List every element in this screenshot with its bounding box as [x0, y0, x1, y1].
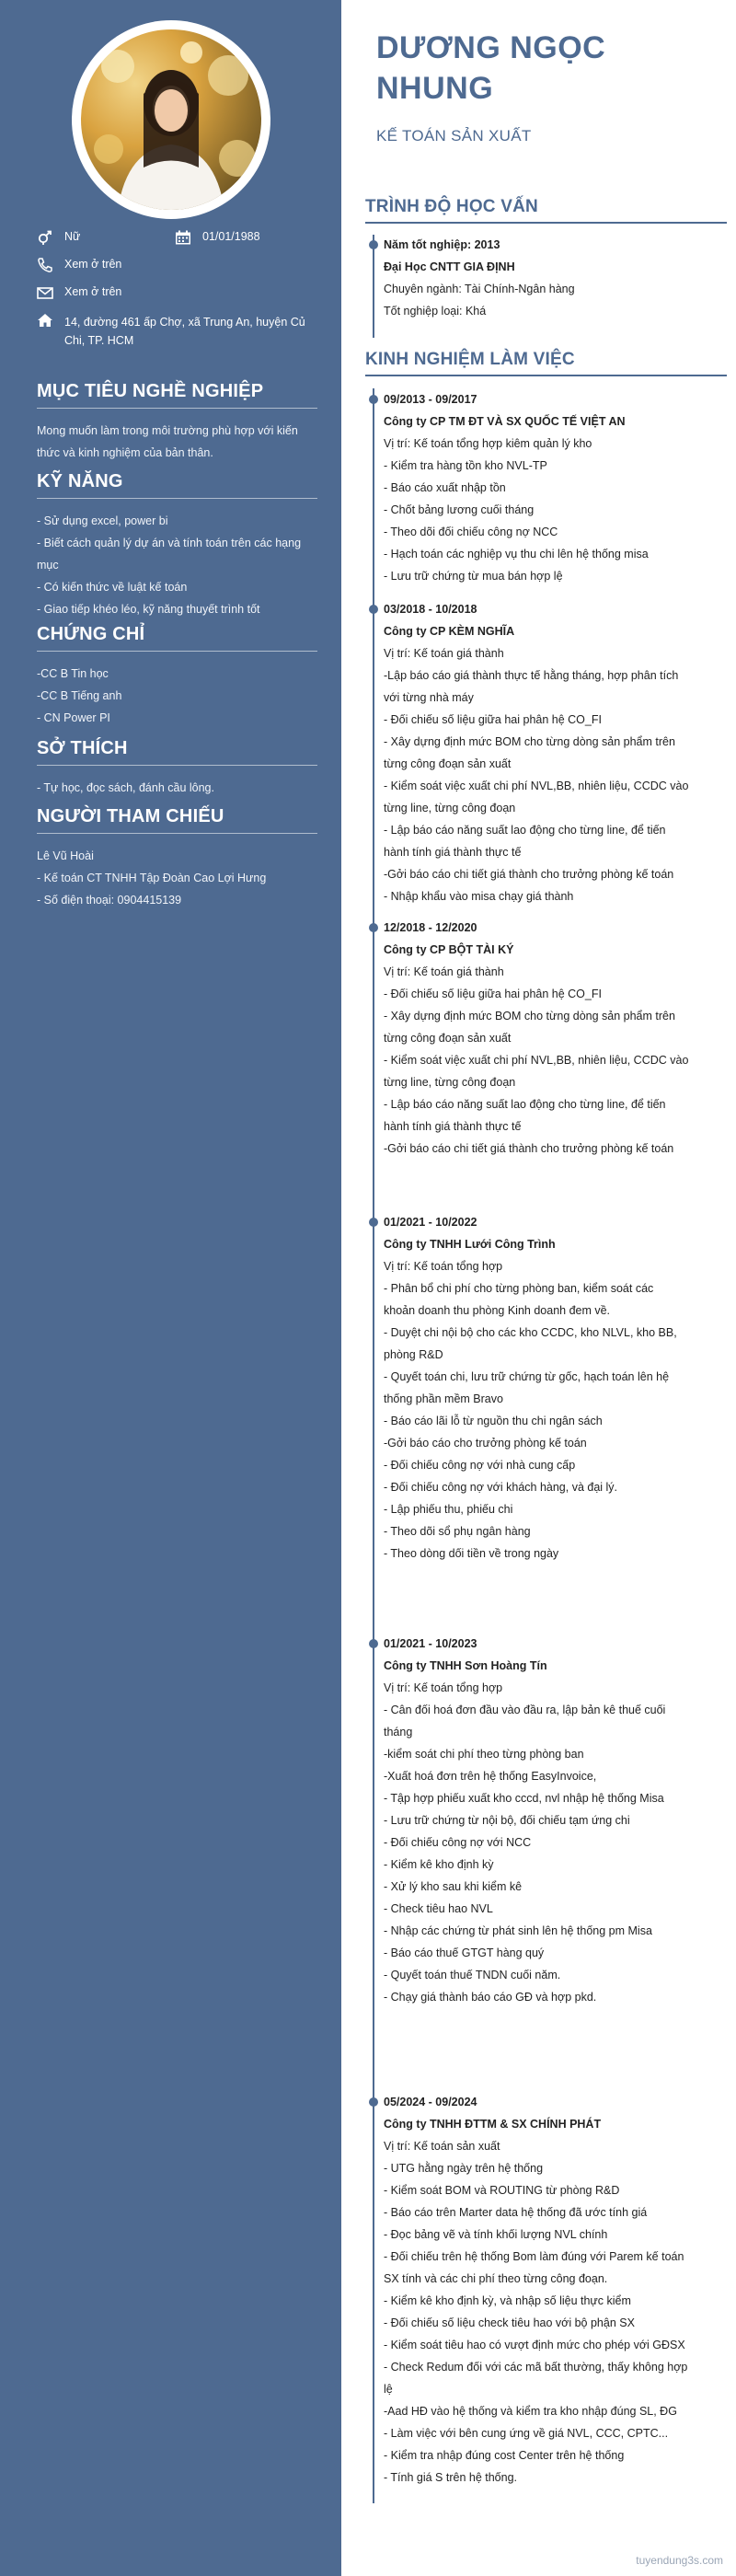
job-block — [384, 598, 726, 907]
job-detail-line: - Theo dòng dối tiền về trong ngày — [384, 1547, 559, 1560]
job-detail-line: với từng nhà máy — [384, 691, 474, 704]
job-detail-line: Vị trí: Kế toán giá thành — [384, 647, 504, 660]
skills-section — [37, 471, 317, 620]
job-detail-line: - Quyết toán chi, lưu trữ chứng từ gốc, hạch toán lên hệ — [384, 1370, 670, 1383]
list-item: -CC B Tin học — [37, 667, 109, 680]
job-detail-line: -Gởi báo cáo chi tiết giá thành cho trưởng phòng kế toán — [384, 868, 674, 881]
list-item: - Giao tiếp khéo léo, kỹ năng thuyết trình tốt — [37, 603, 260, 616]
job-block — [384, 2091, 726, 2489]
divider — [37, 765, 317, 766]
job-block — [384, 1211, 726, 1565]
job-detail-line: tháng — [384, 1726, 413, 1739]
job-detail-line: lệ — [384, 2383, 393, 2396]
gender-item — [37, 230, 175, 245]
timeline-dot — [369, 1639, 378, 1648]
job-detail-line: -Gởi báo cáo chi tiết giá thành cho trưởng phòng kế toán — [384, 1142, 674, 1155]
major: Chuyên ngành: Tài Chính-Ngân hàng — [384, 283, 575, 295]
list-item: - Tự học, đọc sách, đánh cầu lông. — [37, 781, 214, 794]
job-detail-line: - Báo cáo trên Marter data hệ thống đã ước tính giá — [384, 2206, 648, 2219]
job-date: 01/2021 - 10/2022 — [384, 1216, 477, 1229]
job-detail-line: - Quyết toán thuế TNDN cuối năm. — [384, 1969, 561, 1981]
list-item: - Biết cách quản lý dự án và tính toán trên các hạng mục — [37, 537, 302, 572]
divider — [37, 498, 317, 499]
job-detail-line: -Aad HĐ vào hệ thống và kiểm tra kho nhập đúng SL, ĐG — [384, 2405, 677, 2418]
company-name: Công ty CP TM ĐT VÀ SX QUỐC TẾ VIỆT AN — [384, 415, 626, 428]
gender-icon — [37, 230, 53, 245]
company-name: Công ty TNHH Lưới Công Trình — [384, 1238, 556, 1251]
timeline-dot — [369, 605, 378, 614]
home-icon — [37, 313, 53, 328]
list-item: - Sử dụng excel, power bi — [37, 514, 168, 527]
job-detail-line: - Báo cáo thuế GTGT hàng quý — [384, 1946, 545, 1959]
job-detail-line: Vị trí: Kế toán sản xuất — [384, 2140, 500, 2153]
timeline-dot — [369, 240, 378, 249]
hobbies-title: SỞ THÍCH — [37, 738, 128, 758]
job-block — [384, 1633, 726, 2008]
job-detail-line: - Kiểm tra hàng tồn kho NVL-TP — [384, 459, 547, 472]
skills-list — [37, 510, 317, 620]
hobbies-list — [37, 777, 317, 799]
job-detail-line: - Nhập các chứng từ phát sinh lên hệ thống pm Misa — [384, 1924, 652, 1937]
address-text: 14, đường 461 ấp Chợ, xã Trung An, huyện Củ Chi, TP. HCM — [64, 316, 305, 347]
objective-text: Mong muốn làm trong môi trường phù hợp với kiến thức và kinh nghiệm của bản thân. — [37, 424, 298, 459]
job-title: KẾ TOÁN SẢN XUẤT — [376, 127, 532, 144]
job-detail-line: - Check tiêu hao NVL — [384, 1902, 493, 1915]
main-content — [341, 0, 736, 2576]
dob-text: 01/01/1988 — [202, 230, 260, 243]
timeline-dot — [369, 923, 378, 932]
list-item: Lê Vũ Hoài — [37, 849, 94, 862]
list-item: - Số điện thoại: 0904415139 — [37, 894, 182, 907]
company-name: Công ty TNHH Sơn Hoàng Tín — [384, 1659, 547, 1672]
gender-text: Nữ — [64, 230, 81, 243]
objective-section — [37, 381, 317, 464]
job-detail-line: - Lưu trữ chứng từ mua bán hợp lệ — [384, 570, 563, 583]
job-date: 03/2018 - 10/2018 — [384, 603, 477, 616]
job-detail-line: - Nhập khẩu vào misa chạy giá thành — [384, 890, 574, 903]
person-name: DƯƠNG NGỌC NHUNG — [376, 30, 606, 106]
job-date: 12/2018 - 12/2020 — [384, 921, 477, 934]
references-title: NGƯỜI THAM CHIẾU — [37, 806, 224, 826]
experience-divider — [365, 375, 727, 376]
profile-photo — [81, 29, 261, 210]
email-item — [37, 285, 322, 300]
job-detail-line: -Xuất hoá đơn trên hệ thống EasyInvoice, — [384, 1770, 597, 1783]
job-detail-line: - Báo cáo lãi lỗ từ nguồn thu chi ngân sách — [384, 1415, 603, 1427]
hobbies-section — [37, 738, 317, 799]
job-detail-line: - Kiểm tra nhập đúng cost Center trên hệ thống — [384, 2449, 625, 2462]
school-name: Đại Học CNTT GIA ĐỊNH — [384, 260, 515, 273]
job-detail-line: - Lập phiếu thu, phiếu chi — [384, 1503, 513, 1516]
job-block — [384, 917, 726, 1160]
education-timeline — [373, 235, 374, 338]
timeline-dot — [369, 395, 378, 404]
job-detail-line: - Hạch toán các nghiệp vụ thu chi lên hệ thống misa — [384, 548, 649, 560]
job-detail-line: hành tính giá thành thực tế — [384, 846, 522, 859]
job-date: 01/2021 - 10/2023 — [384, 1637, 477, 1650]
job-detail-line: thống phần mềm Bravo — [384, 1392, 503, 1405]
company-name: Công ty CP KÈM NGHĨA — [384, 625, 515, 638]
list-item: - Kế toán CT TNHH Tập Đoàn Cao Lợi Hưng — [37, 872, 267, 884]
job-detail-line: - Đối chiếu số liệu giữa hai phân hệ CO_FI — [384, 988, 602, 1000]
job-detail-line: - Check Redum đối với các mã bất thường, thấy không hợp — [384, 2361, 688, 2374]
job-detail-line: - Tính giá S trên hệ thống. — [384, 2471, 518, 2484]
job-detail-line: phòng R&D — [384, 1348, 443, 1361]
education-title: TRÌNH ĐỘ HỌC VẤN — [365, 197, 538, 216]
divider — [37, 651, 317, 652]
job-detail-line: từng line, từng công đoạn — [384, 802, 516, 814]
job-detail-line: - Kiểm soát BOM và ROUTING từ phòng R&D — [384, 2184, 620, 2197]
email-icon — [37, 285, 53, 300]
job-detail-line: từng công đoạn sản xuất — [384, 757, 512, 770]
job-detail-line: - Đối chiếu công nợ với khách hàng, và đại lý. — [384, 1481, 618, 1494]
certificates-title: CHỨNG CHỈ — [37, 624, 145, 644]
phone-item — [37, 258, 322, 272]
job-detail-line: - Đối chiếu trên hệ thống Bom làm đúng với Parem kế toán — [384, 2250, 684, 2263]
job-detail-line: SX tính và các chi phí theo từng công đoạn. — [384, 2272, 608, 2285]
job-detail-line: - Đối chiếu công nợ với nhà cung cấp — [384, 1459, 576, 1472]
timeline-dot — [369, 2097, 378, 2107]
job-detail-line: từng công đoạn sản xuất — [384, 1032, 512, 1045]
dob-item — [175, 230, 260, 245]
job-detail-line: - Chốt bảng lương cuối tháng — [384, 503, 535, 516]
job-detail-line: - Kiểm soát việc xuất chi phí NVL,BB, nhiên liệu, CCDC vào — [384, 1054, 689, 1067]
phone-icon — [37, 258, 53, 272]
job-detail-line: Vị trí: Kế toán tổng hợp — [384, 1681, 503, 1694]
job-date: 05/2024 - 09/2024 — [384, 2096, 477, 2108]
job-detail-line: - Kiểm kê kho định kỳ — [384, 1858, 494, 1871]
job-detail-line: - Chạy giá thành báo cáo GĐ và hợp pkd. — [384, 1991, 597, 2004]
divider — [37, 408, 317, 409]
job-detail-line: - Làm việc với bên cung ứng về giá NVL, CCC, CPTC... — [384, 2427, 669, 2440]
job-detail-line: - Phân bổ chi phí cho từng phòng ban, kiểm soát các — [384, 1282, 654, 1295]
list-item: - CN Power PI — [37, 711, 110, 724]
job-detail-line: - Đối chiếu số liệu check tiêu hao với bộ phận SX — [384, 2316, 635, 2329]
job-block — [384, 388, 726, 587]
contact-info — [37, 230, 322, 363]
job-detail-line: từng line, từng công đoạn — [384, 1076, 516, 1089]
job-detail-line: - Báo cáo xuất nhập tồn — [384, 481, 506, 494]
job-detail-line: - Xây dựng định mức BOM cho từng dòng sản phẩm trên — [384, 1010, 675, 1022]
experience-timeline — [373, 388, 374, 2503]
job-detail-line: - Đối chiếu số liệu giữa hai phân hệ CO_FI — [384, 713, 602, 726]
job-detail-line: - Xử lý kho sau khi kiểm kê — [384, 1880, 523, 1893]
job-detail-line: -kiểm soát chi phí theo từng phòng ban — [384, 1748, 584, 1761]
timeline-dot — [369, 1218, 378, 1227]
phone-text: Xem ở trên — [64, 258, 122, 271]
job-detail-line: - Lưu trữ chứng từ nội bộ, đối chiếu tạm ứng chi — [384, 1814, 630, 1827]
list-item: - Có kiến thức về luật kế toán — [37, 581, 188, 594]
job-detail-line: - Xây dựng định mức BOM cho từng dòng sản phẩm trên — [384, 735, 675, 748]
skills-title: KỸ NĂNG — [37, 471, 123, 491]
photo-illustration — [81, 29, 261, 210]
sidebar — [0, 0, 341, 2576]
job-detail-line: - UTG hằng ngày trên hệ thống — [384, 2162, 544, 2175]
address-item — [37, 313, 322, 350]
job-detail-line: - Lập báo cáo năng suất lao động cho từng line, để tiến — [384, 1098, 666, 1111]
references-list — [37, 845, 317, 911]
education-block — [384, 234, 726, 322]
experience-title: KINH NGHIỆM LÀM VIỆC — [365, 350, 575, 369]
job-detail-line: - Theo dõi sổ phụ ngân hàng — [384, 1525, 531, 1538]
job-detail-line: Vị trí: Kế toán giá thành — [384, 965, 504, 978]
avatar — [72, 20, 270, 219]
grade: Tốt nghiệp loại: Khá — [384, 305, 487, 318]
watermark: tuyendung3s.com — [636, 2554, 723, 2567]
job-date: 09/2013 - 09/2017 — [384, 393, 477, 406]
certificates-list — [37, 663, 317, 729]
company-name: Công ty TNHH ĐTTM & SX CHÍNH PHÁT — [384, 2118, 602, 2131]
job-detail-line: Vị trí: Kế toán tổng hợp kiêm quản lý kho — [384, 437, 592, 450]
email-text: Xem ở trên — [64, 285, 122, 298]
job-detail-line: - Lập báo cáo năng suất lao động cho từng line, để tiến — [384, 824, 666, 837]
certificates-section — [37, 624, 317, 729]
job-detail-line: Vị trí: Kế toán tổng hợp — [384, 1260, 503, 1273]
education-divider — [365, 222, 727, 224]
job-detail-line: - Kiểm soát tiêu hao có vượt định mức cho phép với GĐSX — [384, 2339, 685, 2351]
job-detail-line: - Cân đối hoá đơn đầu vào đầu ra, lập bản kê thuế cuối — [384, 1704, 666, 1716]
job-detail-line: - Đọc bảng vẽ và tính khối lượng NVL chính — [384, 2228, 608, 2241]
job-detail-line: - Đối chiếu công nợ với NCC — [384, 1836, 532, 1849]
job-detail-line: -Gởi báo cáo cho trưởng phòng kế toán — [384, 1437, 587, 1450]
job-detail-line: - Kiểm soát việc xuất chi phí NVL,BB, nhiên liệu, CCDC vào — [384, 780, 689, 792]
job-detail-line: - Theo dõi đối chiếu công nợ NCC — [384, 526, 558, 538]
job-detail-line: -Lập báo cáo giá thành thực tế hằng tháng, hợp phân tích — [384, 669, 679, 682]
job-detail-line: khoản doanh thu phòng Kinh doanh đem về. — [384, 1304, 611, 1317]
list-item: -CC B Tiếng anh — [37, 689, 122, 702]
contact-row-gender-dob — [37, 230, 322, 245]
objective-title: MỤC TIÊU NGHỀ NGHIỆP — [37, 381, 264, 401]
job-detail-line: hành tính giá thành thực tế — [384, 1120, 522, 1133]
divider — [37, 833, 317, 834]
company-name: Công ty CP BỘT TÀI KÝ — [384, 943, 514, 956]
job-detail-line: - Kiểm kê kho định kỳ, và nhập số liệu thực kiểm — [384, 2294, 631, 2307]
job-detail-line: - Tập hợp phiếu xuất kho cccd, nvl nhập hệ thống Misa — [384, 1792, 664, 1805]
references-section — [37, 806, 317, 911]
job-detail-line: - Duyệt chi nội bộ cho các kho CCDC, kho NLVL, kho BB, — [384, 1326, 677, 1339]
graduation-year: Năm tốt nghiệp: 2013 — [384, 238, 500, 251]
calendar-icon — [175, 230, 191, 245]
